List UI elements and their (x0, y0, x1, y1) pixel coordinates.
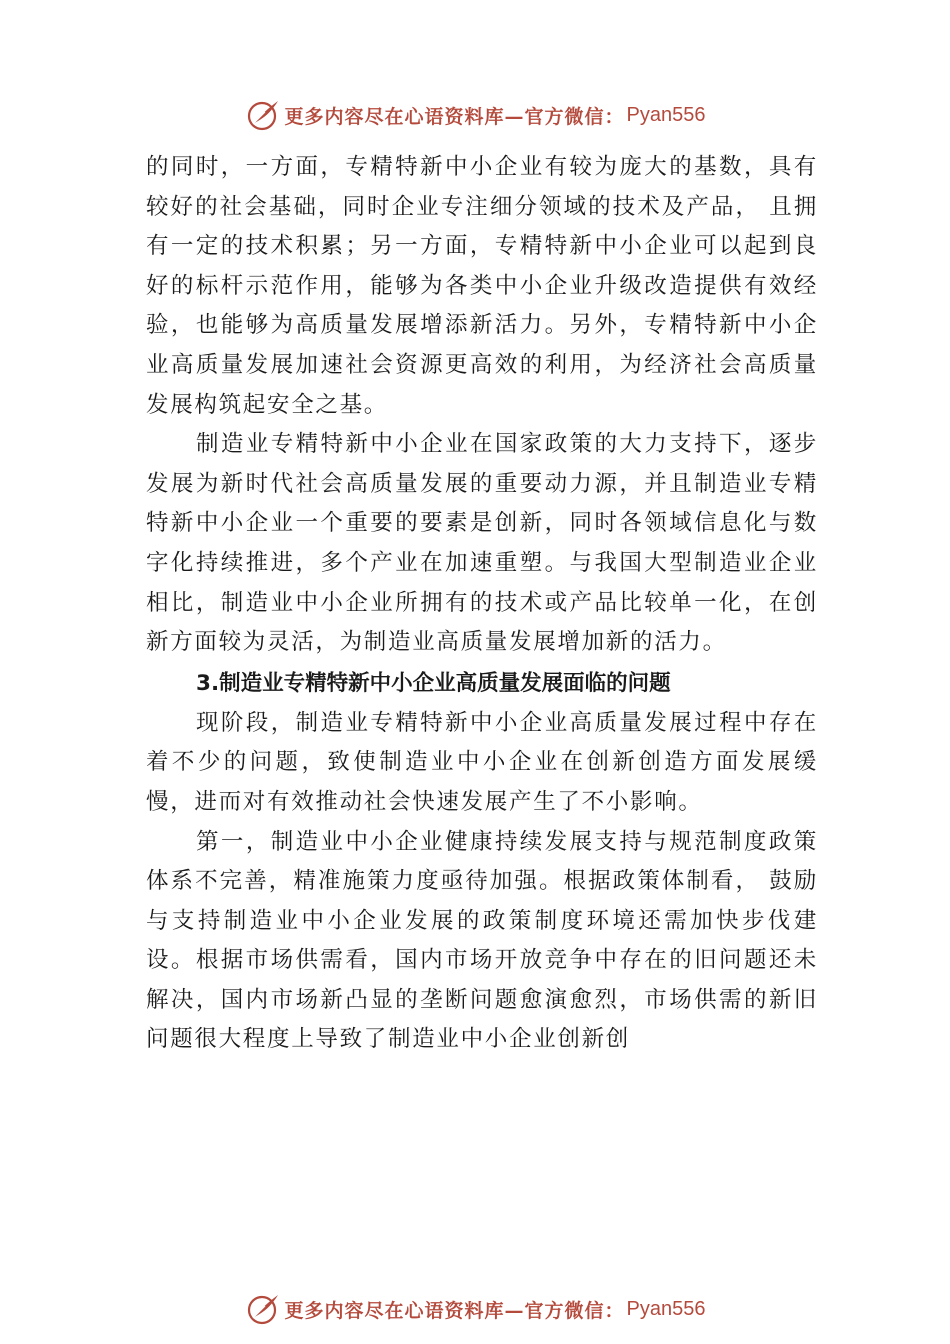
watermark-wechat-id: Pyan556 (626, 103, 706, 126)
watermark-text: 更多内容尽在心语资料库—官方微信： (284, 105, 625, 128)
paragraph-continued: 的同时，一方面，专精特新中小企业有较为庞大的基数，具有较好的社会基础，同时企业专注细分领域的技术及产品， 且拥有一定的技术积累；另一方面，专精特新中小企业可以起到良好的标杆示范作用，能够为各类中小企业升级改造提供有效经验，也能够为高质量发展增添新活力。另外，专精特新中小企业高质量发展加速社会资源更高效的利用，为经济社会高质量发展构筑起安全之基。 (146, 154, 818, 418)
feather-pen-circle-icon (245, 1291, 281, 1327)
feather-pen-circle-icon (245, 97, 281, 133)
paragraph: 现阶段，制造业专精特新中小企业高质量发展过程中存在着不少的问题，致使制造业中小企业在创新创造方面发展缓慢，进而对有效推动社会快速发展产生了不小影响。 (146, 709, 818, 815)
top-watermark-banner (0, 95, 950, 135)
watermark-wechat-id: Pyan556 (626, 1297, 706, 1320)
document-body (146, 148, 818, 1060)
paragraph: 第一，制造业中小企业健康持续发展支持与规范制度政策体系不完善，精准施策力度亟待加强。根据政策体制看， 鼓励与支持制造业中小企业发展的政策制度环境还需加快步伐建设。根据市场供需看，国内市场开放竞争中存在的旧问题还未解决，国内市场新凸显的垄断问题愈演愈烈，市场供需的新旧问题很大程度上导致了制造业中小企业创新创 (146, 828, 818, 1053)
section-heading: 3.制造业专精特新中小企业高质量发展面临的问题 (196, 670, 671, 696)
paragraph: 制造业专精特新中小企业在国家政策的大力支持下，逐步发展为新时代社会高质量发展的重要动力源，并且制造业专精特新中小企业一个重要的要素是创新，同时各领域信息化与数字化持续推进，多个产业在加速重塑。与我国大型制造业企业相比，制造业中小企业所拥有的技术或产品比较单一化，在创新方面较为灵活，为制造业高质量发展增加新的活力。 (146, 431, 818, 656)
bottom-watermark-banner (0, 1289, 950, 1329)
watermark-text: 更多内容尽在心语资料库—官方微信： (284, 1299, 625, 1322)
